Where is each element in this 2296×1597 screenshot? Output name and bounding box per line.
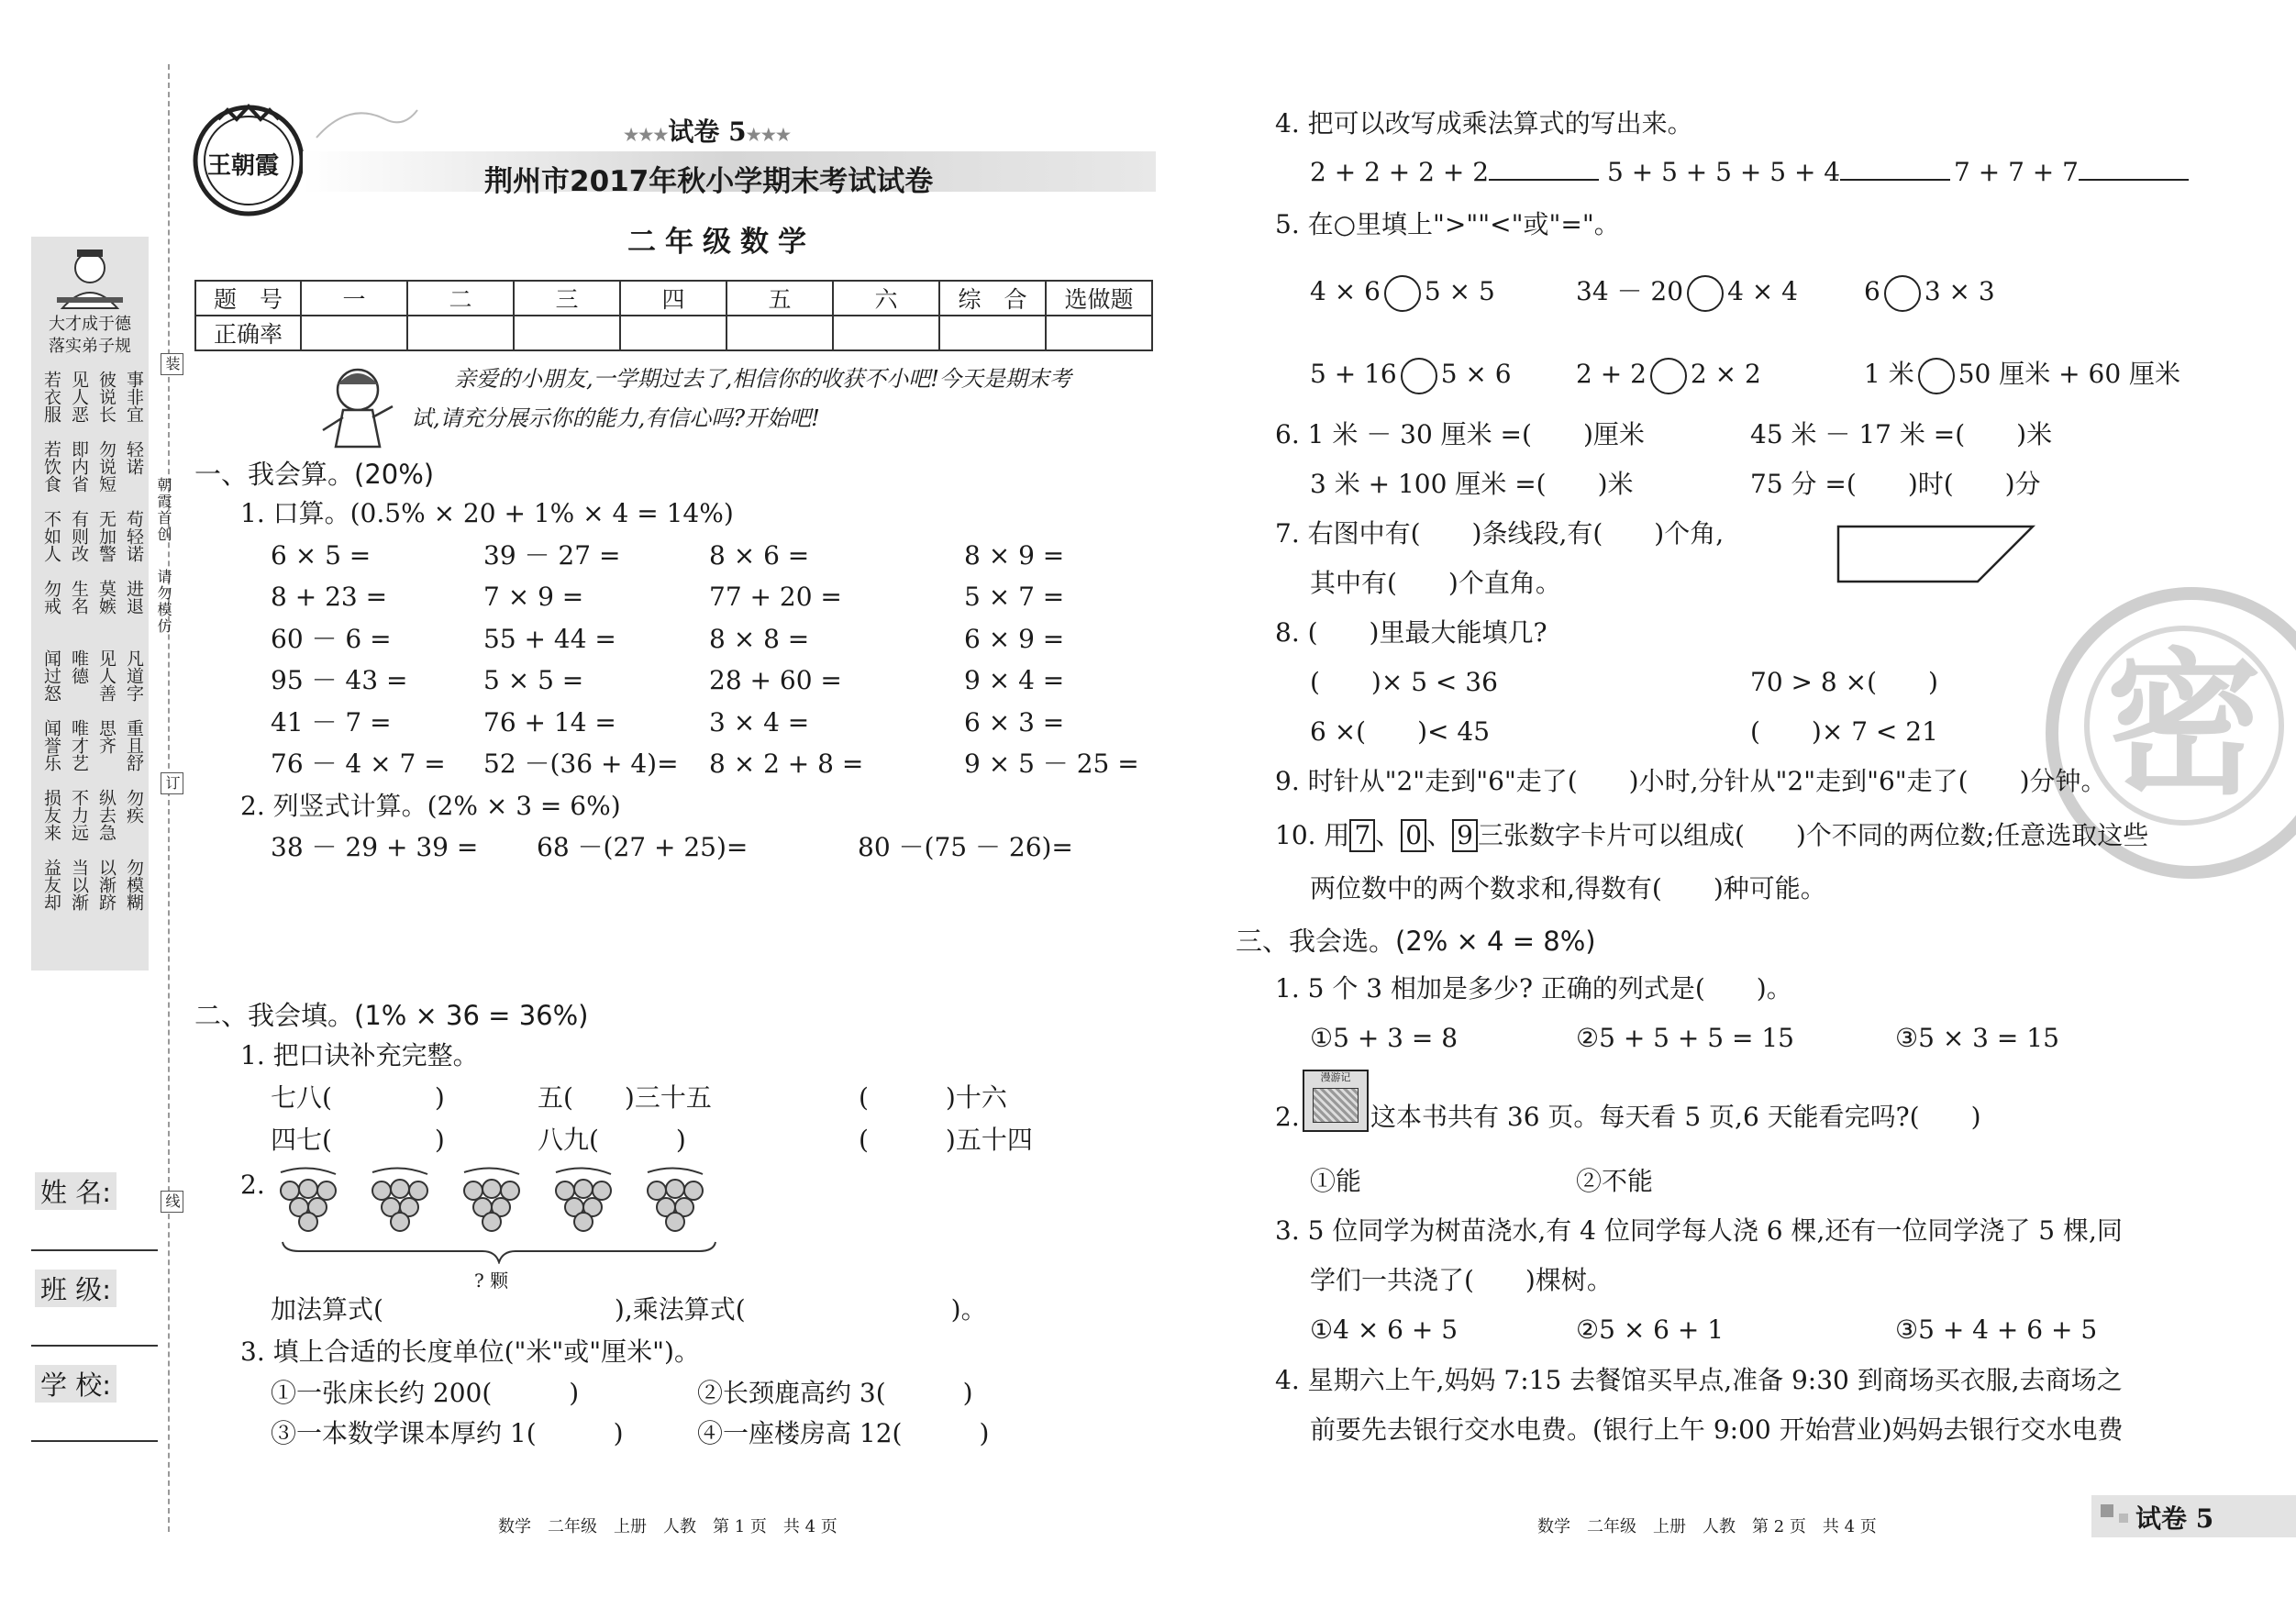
cut-mark: 线 [161,1191,183,1213]
poem-col: 见人善 [96,649,116,702]
stamp-char: 密 [2084,626,2284,826]
compare-right: 5 × 5 [1424,276,1495,306]
digit-card: 0 [1401,819,1426,852]
score-header-cell: 综 合 [939,281,1046,316]
footer-left: 数学 二年级 上册 人教 第 1 页 共 4 页 [498,1517,837,1536]
length-unit-item: ③一本数学课本厚约 1( ) [271,1418,624,1448]
poem-col: 不力远 [69,789,89,841]
score-header-cell: 选做题 [1046,281,1152,316]
school-field[interactable] [31,1440,158,1442]
compare-left: 4 × 6 [1310,276,1381,306]
s2-q3-label: 3. 填上合适的长度单位("米"或"厘米")。 [240,1336,700,1367]
choice-option[interactable]: ③5 × 3 = 15 [1895,1023,2059,1053]
poem-col: 勿模糊 [124,859,144,911]
r-q4-item [1954,154,2189,191]
compare-circle[interactable] [1401,358,1437,394]
multiplication-rhyme: ( )五十四 [859,1125,1033,1155]
score-header-cell: 五 [727,281,833,316]
poem-block [35,371,145,928]
compare-circle[interactable] [1918,358,1955,394]
score-cell[interactable] [1046,316,1152,350]
r-q4-expr: 7 + 7 + 7 [1954,157,2079,187]
oral-calc: 6 × 3 = [964,707,1065,738]
poem-col: 勿戒 [41,580,61,615]
book-icon [1303,1070,1369,1132]
compare-right: 4 × 4 [1727,276,1798,306]
poem-col: 若衣服 [41,371,61,423]
oral-calc: 41 － 7 = [271,707,392,738]
digit-card: 7 [1349,819,1375,852]
r-q8-label: 8. ( )里最大能填几? [1275,617,1547,648]
poem-col: 即内省 [69,440,89,493]
multiplication-rhyme: 七八( ) [271,1082,445,1113]
poem-col: 凡道字 [124,649,144,702]
answer-blank[interactable] [1840,179,1950,181]
maxim-line-1: 大才成于德 [49,315,131,334]
score-header-cell: 三 [514,281,620,316]
poem-col: 勿疾 [124,789,144,824]
oral-calc: 39 － 27 = [483,540,621,571]
oral-calc: 52 －(36 + 4)= [483,749,679,779]
series-label-text: 试卷 5 [668,116,747,147]
length-unit-item: ②长颈鹿高约 3( ) [697,1378,973,1408]
r-q10-line-1: 10. 用 7 、 0 、 9 三张数字卡片可以组成( )个不同的两位数;任意选取这些 [1275,820,2149,850]
r-q7-line-1: 7. 右图中有( )条线段,有( )个角, [1275,518,1725,549]
oral-calc: 3 × 4 = [709,707,810,738]
name-label: 姓 名: [35,1172,116,1210]
unit-conversion: 45 米 － 17 米 =( )米 [1750,419,2053,449]
s1-q2-label: 2. 列竖式计算。(2% × 3 = 6%) [240,791,621,821]
compare-right: 2 × 2 [1690,359,1761,389]
compare-item [1576,356,1761,394]
r-q4-item [1607,154,1950,191]
cartoon-girl-icon [312,362,404,454]
poem-col: 闻过怒 [41,649,61,702]
logo-text: 王朝霞 [207,152,280,180]
oral-calc: 76 － 4 × 7 = [271,749,446,779]
compare-item [1310,273,1495,312]
cut-mark: 订 [161,772,183,794]
score-cell[interactable] [939,316,1046,350]
exam-title: 荆州市2017年秋小学期末考试试卷 [484,165,934,198]
compare-item [1864,273,1995,312]
multiplication-rhyme: ( )十六 [859,1082,1007,1113]
unit-conversion: 75 分 =( )时( )分 [1750,469,2041,499]
oral-calc: 6 × 9 = [964,624,1065,654]
multiplication-rhyme: 五( )三十五 [538,1082,712,1113]
choice-option[interactable]: ①能 [1310,1166,1362,1196]
poem-col: 思齐 [96,719,116,754]
class-label: 班 级: [35,1270,116,1307]
oral-calc: 8 × 2 + 8 = [709,749,864,779]
digit-card: 9 [1452,819,1478,852]
s3-q4-line-2: 前要先去银行交水电费。(银行上午 9:00 开始营业)妈妈去银行交水电费 [1310,1414,2124,1445]
s3-q2-label: 2. [1275,1102,1300,1132]
footer-right: 数学 二年级 上册 人教 第 2 页 共 4 页 [1537,1517,1877,1536]
r-q10-suffix: 三张数字卡片可以组成( )个不同的两位数;任意选取这些 [1477,820,2149,850]
oral-calc: 76 + 14 = [483,707,616,738]
inequality-item: ( )× 7 < 21 [1750,716,1938,747]
oral-calc: 28 + 60 = [709,665,842,695]
score-table-header-row [195,281,1152,316]
oral-calc: 95 － 43 = [271,665,408,695]
r-q10-prefix: 10. 用 [1275,820,1350,850]
subject-title: 二年级数学 [627,226,815,259]
poem-col: 唯才艺 [69,719,89,771]
vertical-calc: 68 －(27 + 25)= [537,832,749,862]
r-q10-line-2: 两位数中的两个数求和,得数有( )种可能。 [1310,873,1826,904]
score-cell[interactable] [301,316,407,350]
unit-conversion: 6. 1 米 － 30 厘米 =( )厘米 [1275,419,1645,449]
vertical-note-2: 请勿模仿 [155,569,172,635]
s3-q3-line-1: 3. 5 位同学为树苗浇水,有 4 位同学每人浇 6 棵,还有一位同学浇了 5 棵,同 [1275,1215,2123,1246]
class-field[interactable] [31,1345,158,1347]
poem-col: 轻诺 [124,440,144,475]
poem-col: 生名 [69,580,89,615]
choice-option[interactable]: ③5 + 4 + 6 + 5 [1895,1314,2098,1345]
cut-line [168,64,170,1532]
poem-col: 莫嫉 [96,580,116,615]
poem-col: 益友却 [41,859,61,911]
score-table-row [195,316,1152,350]
scholar-figure-icon [53,244,127,312]
r-q4-expr: 5 + 5 + 5 + 5 + 4 [1607,157,1841,187]
r-q4-expr: 2 + 2 + 2 + 2 [1310,157,1490,187]
r-q4-label: 4. 把可以改写成乘法算式的写出来。 [1275,108,1693,139]
grape-bunches-icon [272,1163,739,1264]
oral-calc: 9 × 4 = [964,665,1065,695]
poem-col: 彼说长 [96,371,116,423]
series-label: ★★★试卷 5★★★ [624,116,792,147]
trapezoid-figure-icon [1835,523,2036,585]
score-header-cell: 六 [833,281,939,316]
s2-q1-label: 1. 把口诀补充完整。 [240,1040,479,1070]
answer-blank[interactable] [1489,179,1599,181]
compare-circle[interactable] [1687,275,1724,312]
intro-line-1: 亲爱的小朋友,一学期过去了,相信你的收获不小吧!今天是期末考 [454,366,1071,392]
vertical-note-1: 朝霞首创 [155,477,172,543]
multiplication-rhyme: 八九( ) [538,1125,686,1155]
compare-item [1576,273,1798,312]
footer-tab-square [2101,1504,2113,1517]
choice-option[interactable]: ②5 + 5 + 5 = 15 [1576,1023,1794,1053]
s3-q1-label: 1. 5 个 3 相加是多少? 正确的列式是( )。 [1275,973,1792,1004]
sidebar [31,237,149,970]
compare-left: 5 + 16 [1310,359,1397,389]
poem-col: 见人恶 [69,371,89,423]
compare-circle[interactable] [1884,275,1921,312]
oral-calc: 8 × 6 = [709,540,810,571]
s2-q2-label: 2. [240,1170,265,1200]
s1-q1-label: 1. 口算。(0.5% × 20 + 1% × 4 = 14%) [240,498,734,528]
poem-col: 苟轻诺 [124,510,144,562]
compare-item [1864,356,2180,394]
poem-col: 损友来 [41,789,61,841]
compare-circle[interactable] [1650,358,1687,394]
compare-left: 1 米 [1864,359,1914,389]
compare-left: 6 [1864,276,1880,306]
s3-q2-text: 这本书共有 36 页。每天看 5 页,6 天能看完吗?( ) [1370,1102,1981,1132]
score-header-cell: 四 [620,281,727,316]
choice-option[interactable]: ①5 + 3 = 8 [1310,1023,1459,1053]
s3-q4-line-1: 4. 星期六上午,妈妈 7:15 去餐馆买早点,准备 9:30 到商场买衣服,去商场之 [1275,1365,2123,1395]
vertical-calc: 38 － 29 + 39 = [271,832,479,862]
ribbon-icon [312,101,422,147]
oral-calc: 8 × 9 = [964,540,1065,571]
poem-col: 重且舒 [124,719,144,771]
oral-calc: 7 × 9 = [483,582,584,612]
oral-calc: 5 × 7 = [964,582,1065,612]
poem-col: 纵去急 [96,789,116,841]
score-cell[interactable] [407,316,514,350]
score-header-cell: 一 [301,281,407,316]
choice-option[interactable]: ①4 × 6 + 5 [1310,1314,1459,1345]
compare-left: 34 － 20 [1576,276,1684,306]
inequality-item: 6 ×( )< 45 [1310,716,1491,747]
oral-calc: 6 × 5 = [271,540,372,571]
name-field[interactable] [31,1249,158,1251]
score-cell[interactable] [620,316,727,350]
oral-calc: 8 + 23 = [271,582,388,612]
poem-col: 事非宜 [124,371,144,423]
score-header-cell: 题 号 [195,281,301,316]
r-q7-line-2: 其中有( )个直角。 [1310,568,1561,598]
score-cell[interactable] [833,316,939,350]
unit-conversion: 3 米 + 100 厘米 =( )米 [1310,469,1634,499]
poem-col: 若饮食 [41,440,61,493]
s2-q2-answer-line: 加法算式( ),乘法算式( )。 [271,1294,987,1325]
length-unit-item: ④一座楼房高 12( ) [697,1418,990,1448]
poem-col: 以渐跻 [96,859,116,911]
score-header-cell: 二 [407,281,514,316]
poem-col: 勿说短 [96,440,116,493]
score-row-label: 正确率 [195,316,301,350]
oral-calc: 77 + 20 = [709,582,842,612]
score-cell[interactable] [727,316,833,350]
answer-blank[interactable] [2079,179,2189,181]
poem-col: 有则改 [69,510,89,562]
book-cover-pattern [1313,1088,1359,1123]
section-2-title: 二、我会填。(1% × 36 = 36%) [194,1000,589,1031]
compare-right: 3 × 3 [1924,276,1995,306]
poem-col: 唯德 [69,649,89,684]
compare-right: 5 × 6 [1440,359,1512,389]
poem-col: 闻誉乐 [41,719,61,771]
multiplication-rhyme: 四七( ) [271,1125,445,1155]
book-title: 漫游记 [1320,1071,1351,1083]
oral-calc: 5 × 5 = [483,665,584,695]
length-unit-item: ①一张床长约 200( ) [271,1378,580,1408]
poem-col: 不如人 [41,510,61,562]
intro-line-2: 试,请充分展示你的能力,有信心吗?开始吧! [411,405,820,431]
r-q5-label: 5. 在○里填上">""<"或"="。 [1275,209,1620,239]
poem-col: 无加警 [96,510,116,562]
school-label: 学 校: [35,1365,116,1403]
inequality-item: 70 > 8 ×( ) [1750,667,1938,697]
choice-option[interactable]: ②不能 [1576,1166,1654,1196]
maxim-line-2: 落实弟子规 [49,337,131,356]
oral-calc: 55 + 44 = [483,624,616,654]
brace-label: ? 颗 [474,1270,509,1292]
section-1-title: 一、我会算。(20%) [194,459,435,490]
footer-tab-square [2119,1514,2128,1523]
score-cell[interactable] [514,316,620,350]
poem-col: 当以渐 [69,859,89,911]
r-q9: 9. 时针从"2"走到"6"走了( )小时,分针从"2"走到"6"走了( )分钟。 [1275,766,2107,796]
r-q4-item [1310,154,1599,191]
poem-col: 进退 [124,580,144,615]
score-table [194,280,1153,351]
cut-mark: 装 [161,353,183,375]
oral-calc: 8 × 8 = [709,624,810,654]
footer-tab-label: 试卷 5 [2135,1503,2214,1534]
choice-option[interactable]: ②5 × 6 + 1 [1576,1314,1725,1345]
compare-right: 50 厘米 + 60 厘米 [1958,359,2181,389]
oral-calc: 9 × 5 － 25 = [964,749,1139,779]
oral-calc: 60 － 6 = [271,624,392,654]
vertical-calc: 80 －(75 － 26)= [858,832,1073,862]
s3-q3-line-2: 学们一共浇了( )棵树。 [1310,1265,1613,1295]
compare-circle[interactable] [1384,275,1421,312]
compare-item [1310,356,1512,394]
section-3-title: 三、我会选。(2% × 4 = 8%) [1236,926,1596,957]
compare-left: 2 + 2 [1576,359,1647,389]
inequality-item: ( )× 5 < 36 [1310,667,1498,697]
